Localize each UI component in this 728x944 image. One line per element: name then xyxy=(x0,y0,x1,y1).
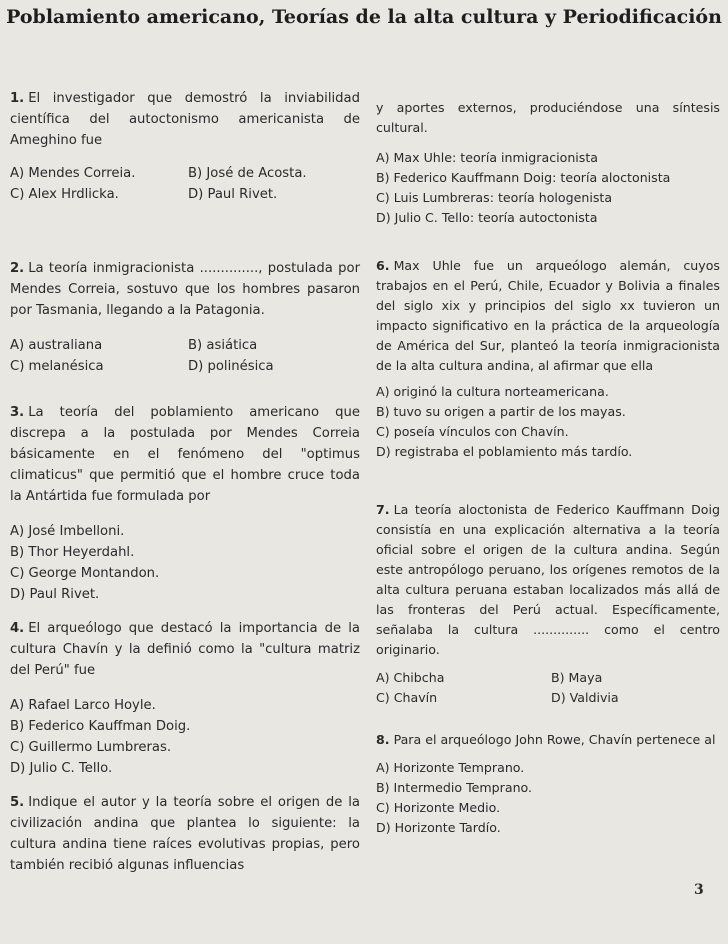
option-d: D) Valdivia xyxy=(551,690,619,705)
option-b: B) José de Acosta. xyxy=(188,166,307,181)
option-a: A) Horizonte Temprano. xyxy=(376,760,525,775)
question-8 xyxy=(376,730,720,838)
option-c: C) Horizonte Medio. xyxy=(376,800,501,815)
option-b: B) tuvo su origen a partir de los mayas. xyxy=(376,404,626,419)
option-c: C) Chavín xyxy=(376,690,438,705)
option-c: C) Guillermo Lumbreras. xyxy=(10,740,172,755)
option-c: C) Luis Lumbreras: teoría hologenista xyxy=(376,190,613,205)
option-a: A) australiana xyxy=(10,338,103,353)
question-stem: La teoría del poblamiento americano que discrepa a la postulada por Mendes Correia básicamente en el fenómeno del "optimus climaticus" que permitió que el hombre cruce toda la Antártida fue formulada por xyxy=(10,405,360,504)
question-number: 8. xyxy=(376,732,390,747)
question-number: 4. xyxy=(10,621,25,636)
option-c: C) melanésica xyxy=(10,359,104,374)
option-a: A) José Imbelloni. xyxy=(10,524,125,539)
question-5-continued xyxy=(376,98,720,228)
option-d: D) Paul Rivet. xyxy=(10,587,100,602)
question-stem: La teoría inmigracionista .............., postulada por Mendes Correia, sostuvo que los hombres pasaron por Tasmania, llegando a la Patagonia. xyxy=(10,261,360,318)
question-number: 1. xyxy=(10,91,25,106)
question-stem: La teoría aloctonista de Federico Kauffmann Doig consistía en una explicación alternativa a la teoría oficial sobre el origen de la cultura andina. Según este antropólogo peruano, los orígenes remotos de la alta cultura peruana estaban localizados más allá de las fronteras del Perú actual. Específicamente, señalaba la cultura .............. como el centro originario. xyxy=(376,502,720,657)
option-b: B) asiática xyxy=(188,338,258,353)
question-stem: Para el arqueólogo John Rowe, Chavín pertenece al xyxy=(393,732,716,747)
option-d: D) Paul Rivet. xyxy=(188,187,278,202)
option-b: B) Thor Heyerdahl. xyxy=(10,545,135,560)
option-c: C) poseía vínculos con Chavín. xyxy=(376,424,569,439)
question-number: 6. xyxy=(376,258,390,273)
question-stem-continued: y aportes externos, produciéndose una síntesis cultural. xyxy=(376,100,720,135)
question-5 xyxy=(10,792,360,876)
question-number: 3. xyxy=(10,405,25,420)
question-number: 2. xyxy=(10,261,25,276)
option-b: B) Maya xyxy=(551,670,603,685)
option-d: D) registraba el poblamiento más tardío. xyxy=(376,444,633,459)
page-number: 3 xyxy=(694,882,704,898)
question-7 xyxy=(376,500,720,708)
option-d: D) Julio C. Tello: teoría autoctonista xyxy=(376,210,598,225)
question-2 xyxy=(10,258,360,377)
question-6 xyxy=(376,256,720,462)
question-1 xyxy=(10,88,360,205)
question-4 xyxy=(10,618,360,779)
option-b: B) Intermedio Temprano. xyxy=(376,780,533,795)
question-stem: El investigador que demostró la inviabilidad científica del autoctonismo americanista de Ameghino fue xyxy=(10,91,360,148)
option-d: D) Horizonte Tardío. xyxy=(376,820,501,835)
question-stem: El arqueólogo que destacó la importancia de la cultura Chavín y la definió como la "cultura matriz del Perú" fue xyxy=(10,621,360,678)
option-a: A) originó la cultura norteamericana. xyxy=(376,384,609,399)
question-stem: Max Uhle fue un arqueólogo alemán, cuyos trabajos en el Perú, Chile, Ecuador y Bolivia a finales del siglo xix y principios del siglo xx tuvieron un impacto significativo en la práctica de la arqueología de América del Sur, planteó la teoría inmigracionista de la alta cultura andina, al afirmar que ella xyxy=(376,258,720,373)
option-c: C) Alex Hrdlicka. xyxy=(10,187,119,202)
option-a: A) Mendes Correia. xyxy=(10,166,136,181)
option-b: B) Federico Kauffman Doig. xyxy=(10,719,191,734)
option-a: A) Max Uhle: teoría inmigracionista xyxy=(376,150,599,165)
question-3 xyxy=(10,402,360,605)
option-d: D) polinésica xyxy=(188,359,274,374)
option-b: B) Federico Kauffmann Doig: teoría aloctonista xyxy=(376,170,671,185)
option-c: C) George Montandon. xyxy=(10,566,160,581)
question-number: 5. xyxy=(10,795,25,810)
page-title: Poblamiento americano, Teorías de la alta cultura y Periodificación xyxy=(6,6,722,28)
option-a: A) Chibcha xyxy=(376,670,445,685)
question-stem: Indique el autor y la teoría sobre el origen de la civilización andina que plantea lo siguiente: la cultura andina tiene raíces evolutivas propias, pero también recibió algunas influencias xyxy=(10,795,360,873)
option-d: D) Julio C. Tello. xyxy=(10,761,113,776)
option-a: A) Rafael Larco Hoyle. xyxy=(10,698,156,713)
question-number: 7. xyxy=(376,502,390,517)
